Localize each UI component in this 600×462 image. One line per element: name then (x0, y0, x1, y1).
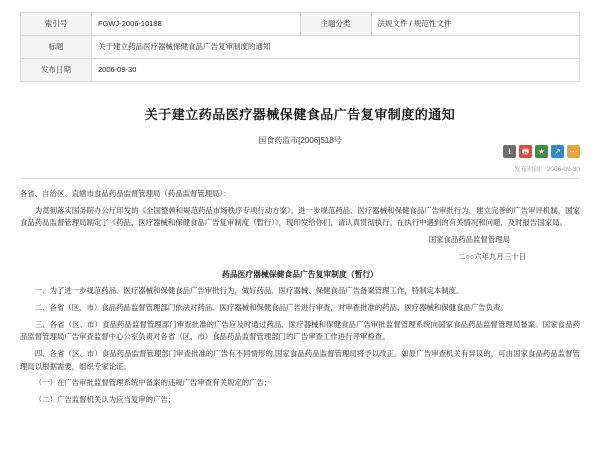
paragraph-intro: 为贯彻落实国务院办公厅印发的《全国整顿和规范药品市场秩序专项行动方案》，进一步规范药品、医疗器械和保健食品广告审批行为，建立完善的广告审评机制，国家食品药品监督管理局制定了《药品、医疗器械和保健食品广告复审制度（暂行）》，现印发给你们，请认真贯彻执行。在执行中遇到的有关情况和问题，及时报告国家局。 (20, 205, 580, 228)
download-icon[interactable]: ⭳ (503, 145, 516, 158)
document-meta-table (20, 12, 580, 82)
paragraph-article-2: 二、各省（区、市）食品药品监督管理部门依法对药品、医疗器械和保健食品广告进行审查，对审查批准的药品、医疗器械和保健食品广告负责。 (34, 302, 508, 312)
page-title: 关于建立药品医疗器械保健食品广告复审制度的通知 (144, 107, 456, 122)
paragraph-issue-date: 二○○六年九月三十日 (457, 251, 526, 261)
meta-label-publish-date: 发布日期 (21, 59, 92, 82)
paragraph-article-3: 三、各省（区、市）食品药品监督管理部门审查批准的广告应及时通过药品、医疗器械和保健食品广告审批监督管理系统向国家食品药品监督管理局备案。国家食品药品监督管理局广告审查监督中心公室负责对各省（区、市）食品药品监督管理部门的广告审查工作进行评审检查。 (20, 319, 580, 342)
meta-value-category: 法规文件 / 规范性文件 (371, 13, 580, 36)
paragraph-item-2: （二）广告监督机关认为应当复审的广告； (34, 395, 176, 405)
table-row (21, 13, 580, 36)
meta-value-publish-date: 2006-09-30 (92, 59, 580, 82)
meta-label-index: 索引号 (21, 13, 92, 36)
favorite-icon[interactable]: ★ (535, 145, 548, 158)
publish-time-label: 发布时间：2006-09-30 (514, 166, 580, 173)
meta-label-category: 主题分类 (300, 13, 371, 36)
section-title: 药品医疗器械保健食品广告复审制度（暂行） (222, 269, 378, 279)
paragraph-article-4: 四、各省（区、市）食品药品监督管理部门审查批准的广告有不同情形的,国家食品药品监督管理局将予以改正。如原广告审查机关有异议的，可由国家食品药品监督管理局以根据需要，组织专家论证。 (20, 349, 580, 371)
meta-value-title: 关于建立药品医疗器械保健食品广告复审制度的通知 (92, 36, 580, 59)
share-icon[interactable]: ↗ (551, 145, 564, 158)
meta-label-title: 标题 (21, 36, 92, 59)
table-row (21, 36, 580, 59)
print-icon[interactable]: 🖶 (519, 145, 532, 158)
more-icon[interactable]: ⋯ (567, 145, 580, 158)
document-number: 国食药监市[2006]518号 (258, 136, 342, 145)
document-toolbar (503, 145, 580, 158)
document-body (20, 188, 580, 411)
paragraph-issuer: 国家食品药品监督管理局 (428, 235, 510, 245)
paragraph-article-1: 一、为了进一步规范药品、医疗器械和保健食品广告审批行为，做好药品、医疗器械、保健食品广告备案管理工作，特制定本制度。 (34, 286, 464, 296)
paragraph-salutation: 各省、自治区、直辖市食品药品监督管理局（药品监督管理局）： (20, 189, 231, 198)
table-row (21, 59, 580, 82)
meta-value-index: FGWJ-2006-10188 (92, 13, 301, 36)
header-divider (20, 178, 580, 179)
paragraph-item-1: （一）在广告审批监督管理系统中备案的违规广告审查有关规定的广告； (34, 378, 272, 388)
document-page (0, 12, 600, 462)
